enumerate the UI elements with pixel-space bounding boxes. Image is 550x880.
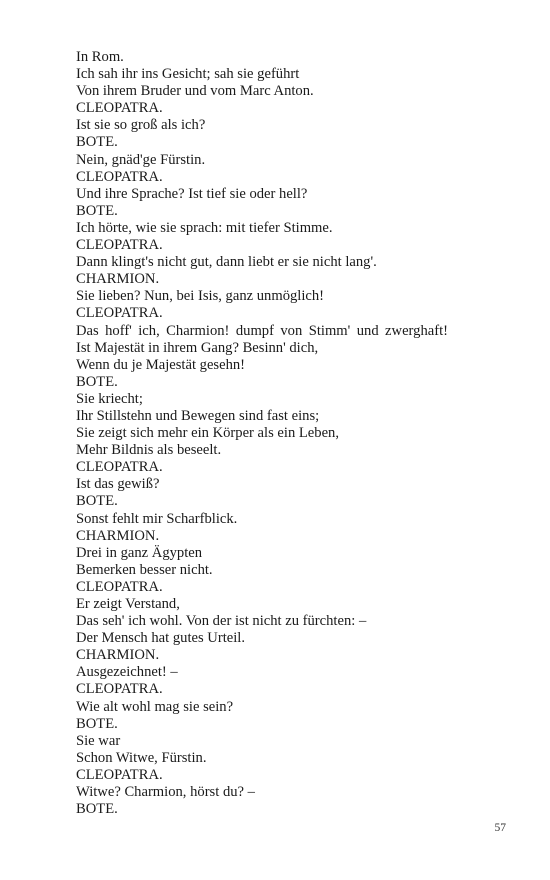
text-line: Sie zeigt sich mehr ein Körper als ein Leben, [76, 425, 340, 442]
speaker-name: CLEOPATRA. [76, 459, 163, 476]
text-line: Schon Witwe, Fürstin. [76, 749, 207, 766]
speaker-name: CLEOPATRA. [76, 766, 163, 783]
play-text [76, 49, 496, 818]
text-line: Das seh' ich wohl. Von der ist nicht zu fürchten: – [76, 613, 367, 630]
speaker-name: CLEOPATRA. [76, 100, 163, 117]
speaker-name: CLEOPATRA. [76, 237, 163, 254]
speaker-name: CLEOPATRA. [76, 681, 163, 698]
text-line: Der Mensch hat gutes Urteil. [76, 630, 245, 647]
text-line: Und ihre Sprache? Ist tief sie oder hell? [76, 185, 308, 202]
text-line: Drei in ganz Ägypten [76, 544, 203, 561]
speaker-name: CLEOPATRA. [76, 168, 163, 185]
text-line: Er zeigt Verstand, [76, 596, 180, 612]
speaker-name: CHARMION. [76, 527, 160, 544]
text-line: Dann klingt's nicht gut, dann liebt er sie nicht lang'. [76, 254, 377, 271]
speaker-name: BOTE. [76, 493, 118, 510]
text-line: Wenn du je Majestät gesehn! [76, 356, 246, 373]
speaker-name: BOTE. [76, 715, 118, 732]
speaker-name: BOTE. [76, 373, 118, 390]
speaker-name: CHARMION. [76, 271, 160, 288]
text-line: Nein, gnäd'ge Fürstin. [76, 151, 206, 168]
speaker-name: BOTE. [76, 801, 118, 818]
speaker-name: CLEOPATRA. [76, 578, 163, 595]
text-line: Bemerken besser nicht. [76, 561, 213, 578]
text-line: Ihr Stillstehn und Bewegen sind fast eins; [76, 407, 320, 424]
text-line: Wie alt wohl mag sie sein? [76, 698, 234, 715]
text-line: Sie lieben? Nun, bei Isis, ganz unmöglich! [76, 288, 325, 305]
text-line: Sie war [76, 732, 121, 749]
speaker-name: BOTE. [76, 202, 118, 219]
speaker-name: CHARMION. [76, 647, 160, 664]
text-line: Das hoff' ich, Charmion! dumpf von Stimm' und zwerghaft! [76, 322, 448, 339]
speaker-name: BOTE. [76, 134, 118, 151]
text-line: Ist Majestät in ihrem Gang? Besinn' dich, [76, 339, 319, 356]
speaker-name: CLEOPATRA. [76, 305, 163, 322]
page-number: 57 [494, 822, 506, 834]
text-line: Ist das gewiß? [76, 476, 160, 493]
text-line: Sie kriecht; [76, 390, 143, 407]
text-line: Ich hörte, wie sie sprach: mit tiefer Stimme. [76, 219, 333, 236]
text-line: Ausgezeichnet! – [76, 664, 178, 681]
text-line: Mehr Bildnis als beseelt. [76, 442, 222, 459]
text-line: Sonst fehlt mir Scharfblick. [76, 510, 238, 527]
text-line: Ich sah ihr ins Gesicht; sah sie geführt [76, 66, 300, 83]
text-line: Witwe? Charmion, hörst du? – [76, 784, 255, 801]
text-line: In Rom. [76, 49, 124, 65]
text-line: Von ihrem Bruder und vom Marc Anton. [76, 83, 314, 100]
text-line: Ist sie so groß als ich? [76, 117, 206, 134]
